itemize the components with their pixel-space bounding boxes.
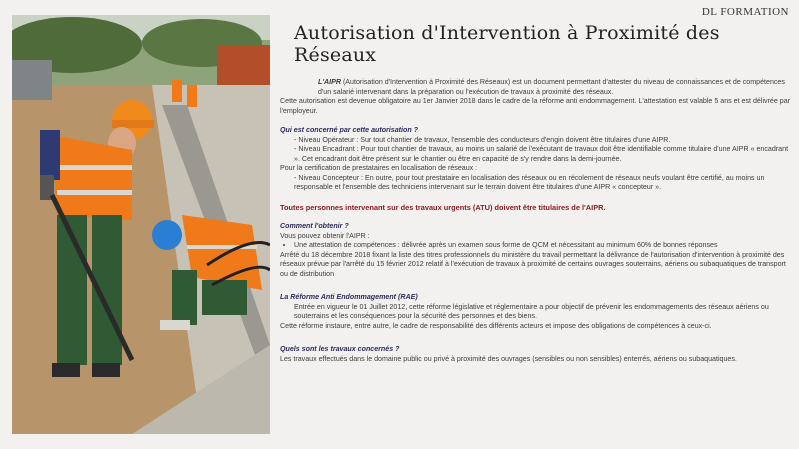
reflective-stripe <box>57 190 132 195</box>
intro-lead: L'AIPR <box>318 78 341 86</box>
section-heading-works: Quels sont les travaux concernés ? <box>280 345 400 353</box>
reform-paragraph-1: Entrée en vigueur le 01 Juillet 2012, cette réforme législative et réglementaire a pour objectif de prévenir les endommagements des réseaux aériens ou souterrains et les conséquences pour la sécurité des personnes et des biens. <box>294 302 769 320</box>
safety-vest-orange <box>52 135 132 220</box>
section-heading-concerned: Qui est concerné par cette autorisation ? <box>280 126 418 134</box>
obtain-intro: Vous pouvez obtenir l'AIPR : <box>280 231 370 240</box>
boot <box>92 363 120 377</box>
decree-text: Arrêté du 18 décembre 2018 fixant la liste des titres professionnels du ministère du travail permettant la délivrance de l'autorisation d'intervention à proximité des réseaux prévue par l'arrêté du 15 février 2012 relatif à l'exécution de travaux à proximité de certains ouvrages souterrains, aériens ou subaquatiques de transport ou de distribution <box>280 250 786 278</box>
trousers <box>202 280 247 315</box>
level-supervisor: - Niveau Encadrant : Pour tout chantier de travaux, au moins un salarié de l'exécutant de travaux doit être identifiable comme titulaire d'une AIPR « encadrant ». Cet encadrant doit être présent sur le chantier ou être en capacité de s'y rendre dans la demi-journée. <box>294 145 789 163</box>
workers-illustration <box>12 15 270 434</box>
level-operator: - Niveau Opérateur : Sur tout chantier de travaux, l'ensemble des conducteurs d'engin doivent être titulaires d'une AIPR. <box>294 135 671 144</box>
hat-brim <box>112 120 154 128</box>
sneaker <box>160 320 190 330</box>
stacked-pipes <box>12 60 52 100</box>
reflective-stripe <box>57 165 132 170</box>
construction-photo <box>12 15 270 434</box>
background-worker <box>172 80 182 102</box>
section-heading-obtain: Comment l'obtenir ? <box>280 222 349 230</box>
trousers <box>172 270 197 325</box>
intro-paragraph <box>280 78 795 97</box>
reform-paragraph-2: Cette réforme instaure, entre autre, le cadre de responsabilité des différents acteurs et impose des obligations de compétences à ceux-ci. <box>280 321 712 330</box>
urgent-works-notice: Toutes personnes intervenant sur des travaux urgents (ATU) doivent être titulaires de l'AIPR. <box>280 202 606 212</box>
hard-hat-blue <box>152 220 182 250</box>
certification-note: Pour la certification de prestataires en localisation de réseaux : <box>280 164 478 172</box>
intro-text: (Autorisation d'Intervention à Proximité des Réseaux) est un document permettant d'attester du niveau de connaissances et de compétences d'un salarié intervenant dans la préparation ou l'exécution de travaux à proximité des réseaux. <box>318 78 785 96</box>
document-body <box>280 78 795 364</box>
obtain-list <box>280 241 795 251</box>
brand-logo: DL FORMATION <box>701 6 789 18</box>
works-paragraph: Les travaux effectués dans le domaine public ou privé à proximité des ouvrages (sensibles ou non sensibles) enterrés, aériens ou subaquatiques. <box>280 354 737 363</box>
sleeve <box>40 130 60 180</box>
background-worker <box>187 85 197 107</box>
section-heading-reform: La Réforme Anti Endommagement (RAE) <box>280 293 418 301</box>
intro-validity: Cette autorisation est devenue obligatoire au 1er Janvier 2018 dans le cadre de la réforme anti endommagement. L'attestation est valable 5 ans et est délivrée par l'employeur. <box>280 97 791 115</box>
page-title: Autorisation d'Intervention à Proximité des Réseaux <box>294 22 720 66</box>
list-item: • Une attestation de compétences : délivrée après un examen sous forme de QCM et nécessitant au minimum 60% de bonnes réponses <box>294 241 795 251</box>
boot <box>52 363 80 377</box>
level-designer: - Niveau Concepteur : En outre, pour tout prestataire en localisation des réseaux ou en récolement de réseaux neufs voulant être certifié, au moins un responsable et l'ensemble des techniciens intervenant sur le terrain doivent être titulaires d'une AIPR « concepteur ». <box>294 173 765 191</box>
